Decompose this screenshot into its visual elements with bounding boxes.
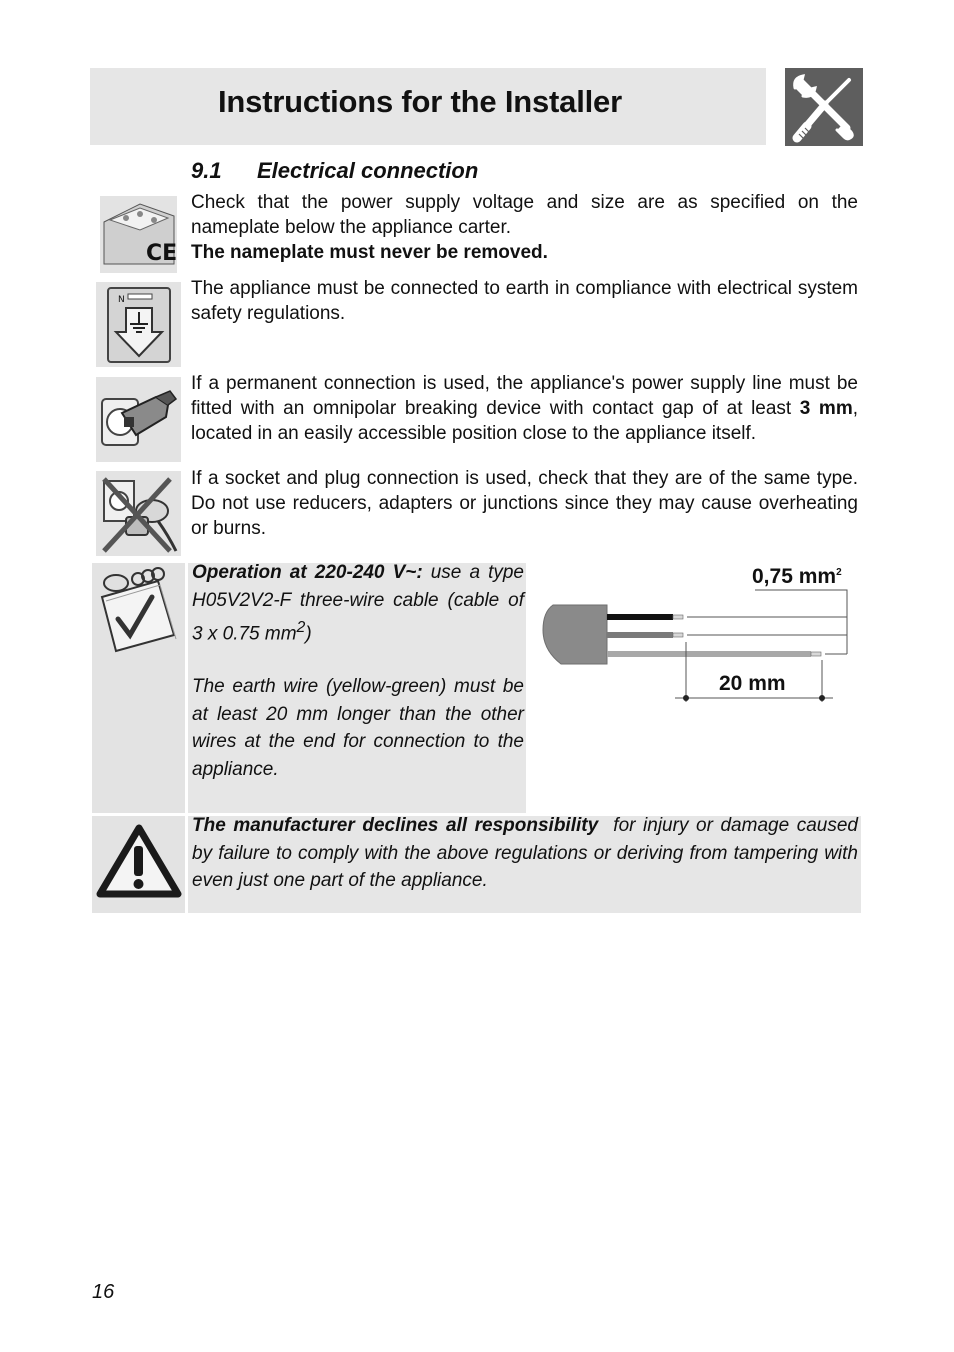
notepad-check-icon (92, 563, 185, 813)
brown-wire-tip (673, 633, 683, 637)
nameplate-ce-icon (100, 196, 177, 273)
earth-wire-tip (811, 652, 821, 656)
wrench-screwdriver-icon (785, 68, 863, 146)
cable-sheath (543, 605, 607, 664)
section-bracket (755, 590, 847, 654)
earth-paragraph: The appliance must be connected to earth in compliance with electrical system safety regulations. (191, 278, 858, 324)
section-title: Electrical connection (257, 158, 479, 183)
cable-section-label: 0,75 $mm^2$ (752, 565, 842, 588)
cable-diagram (535, 560, 857, 710)
cable-text-close: ) (305, 623, 312, 645)
operation-cable-text: use a type H05V2V2-F three-wire cable (cable of 3 x 0.75 mm (192, 562, 524, 645)
black-wire-tip (673, 615, 683, 619)
nameplate-paragraph (191, 190, 858, 265)
operation-paragraph (192, 559, 524, 648)
cable-section-sup: 2 (296, 619, 306, 636)
svg-text:CE: CE (146, 241, 177, 266)
warning-text: for injury or damage caused by failure to comply with the above regulations or deriving from tampering with even just one part of the appliance. (192, 815, 864, 891)
cable-section-label-sup: 2 (836, 567, 842, 578)
page-title: Instructions for the Installer (218, 84, 622, 119)
black-wire (607, 614, 673, 620)
section-number: 9.1 (191, 158, 222, 183)
earth-ground-icon (96, 282, 181, 367)
contact-gap-value: 3 mm (799, 398, 853, 419)
omnipolar-switch-icon (96, 377, 181, 462)
operation-voltage: Operation at 220-240 V~: (192, 562, 423, 583)
dimension-dot-left (683, 695, 689, 701)
earth-wire (607, 651, 811, 657)
brown-wire (607, 632, 673, 638)
warning-paragraph (192, 812, 864, 895)
socket-plug-paragraph: If a socket and plug connection is used, check that they are of the same type. Do not use reducers, adapters or junctions since they may cause overheating or burns. (191, 468, 858, 539)
earth-wire-note: The earth wire (yellow-green) must be at least 20 mm longer than the other wires at the end for connection to the appliance. (192, 676, 524, 780)
nameplate-text: Check that the power supply voltage and size are as specified on the nameplate below the appliance carter. (191, 192, 858, 238)
permanent-connection-text: If a permanent connection is used, the appliance's power supply line must be fitted with an omnipolar breaking device with contact gap of at least (191, 373, 858, 419)
permanent-connection-paragraph (191, 371, 858, 446)
warning-triangle-icon (92, 816, 185, 913)
no-adapter-icon (96, 471, 181, 556)
warning-lead: The manufacturer declines all responsibility (192, 815, 599, 836)
dimension-dot-right (819, 695, 825, 701)
svg-text:N: N (118, 295, 125, 305)
length-label: 20 mm (719, 672, 786, 695)
page-number: 16 (92, 1281, 115, 1303)
permanent-connection-text-end: , located in an easily accessible position close to the appliance itself. (191, 398, 858, 444)
nameplate-warning: The nameplate must never be removed. (191, 242, 548, 263)
section-heading (191, 158, 478, 184)
page-header (90, 68, 766, 145)
